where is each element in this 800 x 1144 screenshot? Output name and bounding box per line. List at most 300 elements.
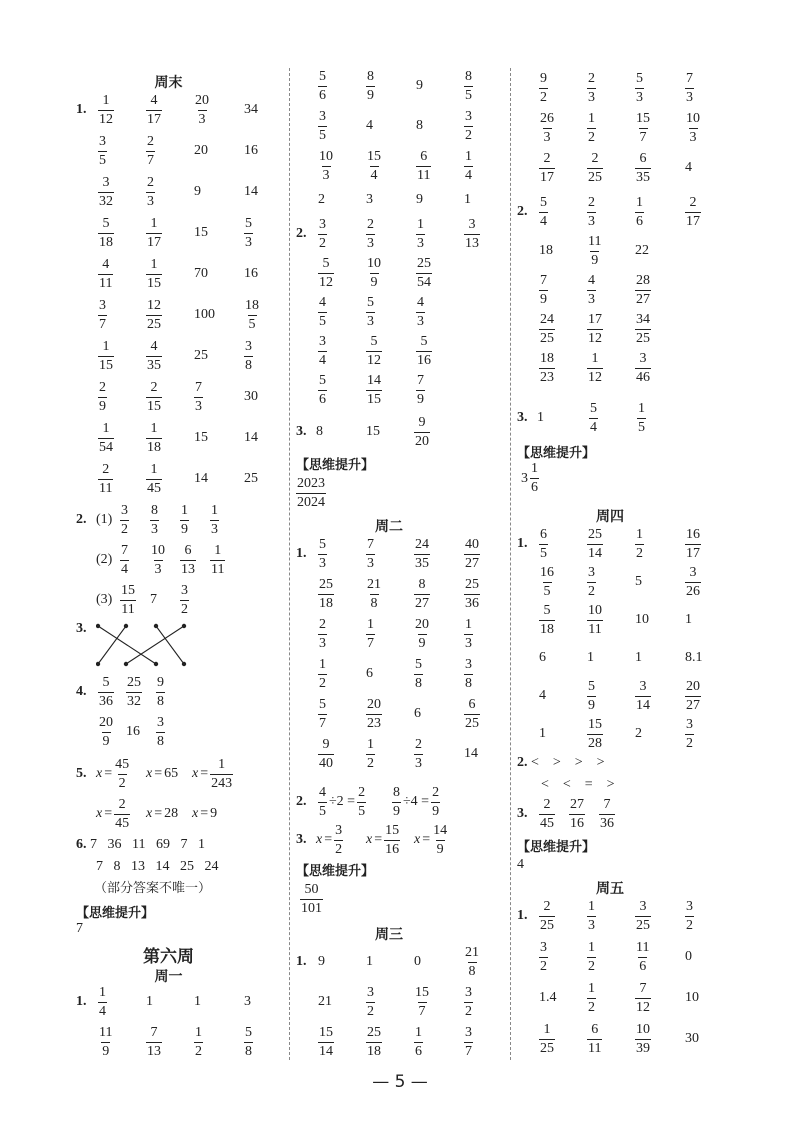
numerator: 7 (686, 70, 693, 86)
fraction (146, 217, 162, 250)
fraction (98, 422, 114, 455)
numerator: 3 (367, 984, 374, 1000)
variable: x (96, 806, 103, 821)
answer-value: 1 (146, 994, 153, 1009)
answer-cell (587, 976, 596, 1020)
fraction (98, 135, 107, 168)
numerator: 3 (102, 174, 110, 190)
denominator: 39 (636, 1040, 650, 1056)
denominator: 7 (418, 1003, 426, 1019)
answer-cell (210, 498, 219, 542)
numerator: 2 (689, 194, 697, 210)
denominator: 11 (99, 480, 113, 496)
fraction (318, 786, 327, 819)
answer-row (76, 578, 281, 622)
fraction (98, 1026, 113, 1059)
numerator: 5 (102, 215, 110, 231)
fraction (464, 578, 480, 611)
answer-cell (366, 104, 373, 148)
denominator: 9 (436, 841, 444, 857)
sub-question-tag: (3) (96, 592, 113, 607)
fraction (539, 196, 548, 229)
answer-cell (366, 692, 382, 736)
denominator: 8 (245, 357, 252, 373)
answer-cell (685, 66, 694, 110)
siwei-answer (521, 462, 539, 495)
answer-value: 8.1 (685, 650, 703, 665)
denominator: 9 (540, 291, 547, 307)
answer-value: 25 (244, 471, 258, 486)
problem-number: 3. (517, 410, 528, 425)
numerator: 3 (335, 822, 343, 838)
denominator: 3 (367, 555, 374, 571)
numerator: 3 (465, 108, 472, 124)
numerator: 3 (686, 898, 693, 914)
denominator: 9 (99, 398, 106, 414)
numerator: 20 (195, 92, 209, 108)
match-dot (124, 662, 128, 666)
denominator: 25 (147, 316, 161, 332)
equation-row (76, 792, 281, 836)
answer-row (76, 170, 281, 214)
numerator: 3 (157, 714, 164, 730)
answer-cell (366, 251, 382, 295)
answer-row (517, 146, 723, 190)
numerator: 6 (420, 148, 428, 164)
denominator: 18 (99, 234, 113, 250)
siwei-answer: 7 (76, 921, 83, 936)
numerator: 3 (468, 216, 476, 232)
denominator: 36 (99, 693, 113, 709)
denominator: 5 (319, 127, 326, 143)
answer-cell (366, 1020, 382, 1064)
numerator: 1 (415, 1024, 422, 1040)
denominator: 23 (367, 715, 381, 731)
numerator: 10 (588, 602, 602, 618)
numerator: 7 (121, 542, 128, 558)
denominator: 27 (465, 555, 479, 571)
fraction (318, 618, 327, 651)
fraction (685, 718, 694, 751)
numerator: 2023 (297, 476, 325, 491)
answer-cell (98, 457, 113, 501)
answer-value: 1 (464, 192, 471, 207)
equation (192, 792, 217, 836)
answer-cell (126, 710, 140, 754)
answer-cell (366, 290, 375, 334)
denominator: 7 (367, 635, 374, 651)
denominator: 12 (319, 274, 333, 290)
answer-cell (194, 211, 208, 255)
fraction (210, 504, 219, 537)
answer-value: 15 (194, 430, 208, 445)
equals-sign: = (104, 766, 113, 781)
answer-cell (318, 940, 325, 984)
denominator: 3 (689, 129, 697, 145)
fraction (416, 257, 432, 290)
answer-cell (146, 1020, 162, 1064)
answer-value: 1.4 (539, 990, 557, 1005)
answer-cell (414, 732, 423, 776)
answer-cell (685, 1017, 699, 1061)
fraction (587, 235, 602, 268)
fraction (98, 986, 107, 1019)
denominator: 101 (301, 901, 322, 916)
answer-row (296, 572, 502, 616)
answer-value: 2 (318, 192, 325, 207)
answer-cell (539, 712, 546, 756)
denominator: 8 (157, 693, 164, 709)
answer-cell (416, 212, 425, 256)
numerator: 1 (588, 898, 595, 914)
numerator: 1 (588, 110, 595, 126)
denominator: 2 (588, 999, 595, 1015)
denominator: 2 (367, 1003, 374, 1019)
denominator: 25 (540, 1040, 554, 1056)
numerator: 10 (367, 255, 381, 271)
fraction (180, 584, 189, 617)
numerator: 5 (245, 215, 252, 231)
fraction (98, 716, 114, 749)
answer-row (296, 532, 502, 576)
problem-number: 3. (517, 806, 528, 821)
fraction (98, 217, 114, 250)
numerator: 1 (636, 526, 643, 542)
answer-cell (146, 252, 162, 296)
answer-row (296, 64, 502, 108)
denominator: 3 (588, 89, 595, 105)
equals-sign: = (200, 806, 209, 821)
fraction (685, 566, 701, 599)
numerator: 25 (367, 1024, 381, 1040)
numerator: 1 (150, 420, 158, 436)
denominator: 13 (181, 561, 195, 577)
numerator: 15 (319, 1024, 333, 1040)
denominator: 6 (636, 213, 643, 229)
answer-value: 0 (685, 949, 692, 964)
answer-value: 1 (194, 994, 201, 1009)
denominator: 54 (99, 439, 113, 455)
day-title-monday: 周一 (154, 969, 183, 985)
answer-cell (637, 396, 646, 440)
fraction (635, 941, 650, 974)
answer-cell (194, 334, 208, 378)
numerator: 20 (99, 714, 113, 730)
numerator: 3 (465, 984, 472, 1000)
numerator: 10 (151, 542, 165, 558)
answer-row (76, 129, 281, 173)
answer-value: 20 (194, 143, 208, 158)
answer-cell (539, 146, 555, 190)
denominator: 9 (588, 697, 595, 713)
answer-cell (685, 935, 692, 979)
denominator: 32 (99, 193, 113, 209)
answer-cell (318, 572, 334, 616)
answer-cell (318, 64, 327, 108)
fraction (366, 738, 375, 771)
answer-row (76, 88, 281, 132)
answer-cell (587, 1017, 602, 1061)
answer-cell (464, 732, 478, 776)
answer-row (76, 416, 281, 460)
equals-sign: = (324, 832, 333, 847)
denominator: 14 (636, 697, 650, 713)
denominator: 18 (367, 1043, 381, 1059)
numerator: 1 (181, 502, 188, 518)
answer-cell (685, 146, 692, 190)
match-dot (154, 662, 158, 666)
fraction (146, 94, 162, 127)
denominator: 6 (531, 480, 538, 495)
numerator: 21 (367, 576, 381, 592)
answer-cell (318, 612, 327, 656)
denominator: 4 (319, 352, 326, 368)
numerator: 2 (432, 784, 440, 800)
denominator: 3 (147, 193, 154, 209)
answer-cell (150, 498, 159, 542)
denominator: 3 (322, 167, 330, 183)
fraction (587, 680, 596, 713)
numerator: 12 (147, 297, 161, 313)
fraction (98, 176, 114, 209)
denominator: 12 (367, 352, 381, 368)
denominator: 3 (319, 555, 326, 571)
numerator: 9 (540, 70, 547, 86)
numerator: 5 (588, 678, 595, 694)
denominator: 9 (591, 252, 599, 268)
fraction (539, 566, 555, 599)
numerator: 4 (319, 294, 326, 310)
fraction (587, 152, 603, 185)
numerator: 3 (181, 582, 188, 598)
match-dot (182, 662, 186, 666)
answer-row (517, 229, 723, 273)
answer-row (296, 329, 502, 373)
numerator: 15 (636, 110, 650, 126)
numerator: 4 (150, 338, 158, 354)
denominator: 12 (588, 330, 602, 346)
numerator: 27 (570, 796, 584, 812)
answer-value: 0 (414, 954, 421, 969)
answer-cell (685, 894, 694, 938)
numerator: 20 (686, 678, 700, 694)
problem-number: 2. (296, 794, 307, 809)
problem-number: 1. (76, 102, 87, 117)
numerator: 15 (121, 582, 135, 598)
denominator: 3 (319, 635, 326, 651)
answer-cell (685, 976, 699, 1020)
answer-value: 22 (635, 243, 649, 258)
answer-cell (685, 190, 701, 234)
denominator: 9 (432, 803, 440, 819)
equation (192, 752, 233, 796)
answer-cell (569, 792, 585, 836)
equation (316, 818, 343, 862)
answer-cell (539, 307, 555, 351)
answer-cell (146, 375, 162, 419)
answer-row (517, 935, 723, 979)
fraction (318, 578, 334, 611)
numerator: 1 (417, 216, 424, 232)
answer-value: 15 (194, 225, 208, 240)
denominator: 2 (588, 958, 595, 974)
numerator: 16 (686, 526, 700, 542)
denominator: 27 (686, 697, 700, 713)
fraction (539, 152, 555, 185)
fraction (464, 698, 480, 731)
fraction (587, 566, 596, 599)
denominator: 17 (686, 213, 700, 229)
fraction (464, 110, 473, 143)
numerator: 1 (636, 194, 643, 210)
fraction (685, 528, 701, 561)
answer-cell (464, 64, 473, 108)
answer-cell (587, 66, 596, 110)
denominator: 8 (465, 675, 472, 691)
numerator: 3 (465, 1024, 472, 1040)
answer-cell (539, 894, 555, 938)
numerator: 15 (588, 716, 602, 732)
denominator: 27 (415, 595, 429, 611)
numerator: 24 (415, 536, 429, 552)
denominator: 11 (417, 167, 431, 183)
numerator: 4 (150, 92, 158, 108)
fraction (366, 986, 375, 1019)
numerator: 3 (639, 898, 647, 914)
numerator: 1 (319, 656, 326, 672)
fraction (384, 824, 400, 857)
answer-cell (366, 572, 382, 616)
answer-row (517, 106, 723, 150)
numerator: 2 (591, 150, 599, 166)
numerator: 9 (418, 414, 426, 430)
answer-cell (635, 976, 651, 1020)
answer-cell (98, 1020, 113, 1064)
fraction (530, 462, 539, 495)
denominator: 7 (319, 715, 326, 731)
denominator: 36 (600, 815, 614, 831)
fraction (464, 1026, 473, 1059)
answer-cell (464, 572, 480, 616)
denominator: 12 (99, 111, 113, 127)
answer-cell (180, 538, 196, 582)
answer-value: 7 (150, 592, 157, 607)
denominator: 2 (540, 958, 547, 974)
denominator: 16 (570, 815, 584, 831)
denominator: 6 (415, 1043, 422, 1059)
siwei-heading: 【思维提升】 (296, 864, 375, 879)
fraction (587, 900, 596, 933)
answer-row (296, 251, 502, 295)
answer-cell (685, 712, 694, 756)
answer-row (76, 375, 281, 419)
numerator: 1 (588, 980, 595, 996)
answer-value: 3 (244, 994, 251, 1009)
answer-cell (98, 293, 107, 337)
numerator: 2 (102, 461, 110, 477)
problem-number: 5. (76, 766, 87, 781)
sub-question-tag: (2) (96, 552, 113, 567)
denominator: 28 (588, 735, 602, 751)
matching-diagram (96, 622, 196, 668)
problem-number: 2. (517, 204, 528, 219)
denominator: 2 (319, 675, 326, 691)
answer-value: 70 (194, 266, 208, 281)
answer-row (517, 396, 723, 440)
answer-row (517, 712, 723, 756)
answer-cell (414, 612, 430, 656)
fraction (296, 477, 326, 510)
problem-number: 2. (76, 512, 87, 527)
numerator: 7 (603, 796, 611, 812)
fraction (635, 982, 651, 1015)
day-title-thursday: 周四 (596, 509, 624, 525)
fraction (98, 258, 113, 291)
answer-row (76, 538, 281, 582)
answer-cell (635, 307, 651, 351)
answer-row (517, 268, 723, 312)
numerator: 8 (465, 68, 472, 84)
fraction (244, 340, 253, 373)
numerator: 2 (358, 784, 366, 800)
denominator: 13 (465, 235, 479, 251)
fraction (464, 618, 473, 651)
answer-cell (98, 170, 114, 214)
fraction (464, 986, 473, 1019)
answer-cell (244, 334, 253, 378)
denominator: 17 (147, 234, 161, 250)
answer-cell (244, 252, 258, 296)
numerator: 3 (319, 333, 326, 349)
answer-row (517, 894, 723, 938)
answer-value: 100 (194, 307, 215, 322)
denominator: 11 (121, 601, 135, 617)
fraction (414, 618, 430, 651)
column-divider (510, 68, 511, 1060)
answer-cell (146, 293, 162, 337)
fraction (146, 258, 162, 291)
answer-cell (539, 976, 557, 1020)
answer-cell (414, 940, 421, 984)
answer-value: 14 (244, 184, 258, 199)
denominator: 2 (319, 235, 326, 251)
numerator: 11 (99, 1024, 113, 1040)
fraction (357, 786, 366, 819)
denominator: 12 (588, 369, 602, 385)
numerator: 3 (540, 939, 547, 955)
fraction (366, 335, 382, 368)
numerator: 8 (367, 68, 374, 84)
answer-value: 21 (318, 994, 332, 1009)
numerator: 2 (415, 736, 422, 752)
answer-cell (539, 190, 548, 234)
denominator: 5 (540, 545, 547, 561)
fraction (146, 1026, 162, 1059)
fraction (114, 758, 130, 791)
answer-cell (635, 190, 644, 234)
fraction (180, 504, 189, 537)
denominator: 18 (540, 621, 554, 637)
answer-cell (120, 538, 129, 582)
answer-cell (366, 64, 375, 108)
answer-value: 15 (366, 424, 380, 439)
answer-cell (366, 368, 382, 412)
denominator: 3 (367, 313, 374, 329)
fraction (464, 946, 480, 979)
numerator: 25 (127, 674, 141, 690)
answer-value: 1 (366, 954, 373, 969)
answer-cell (539, 792, 555, 836)
